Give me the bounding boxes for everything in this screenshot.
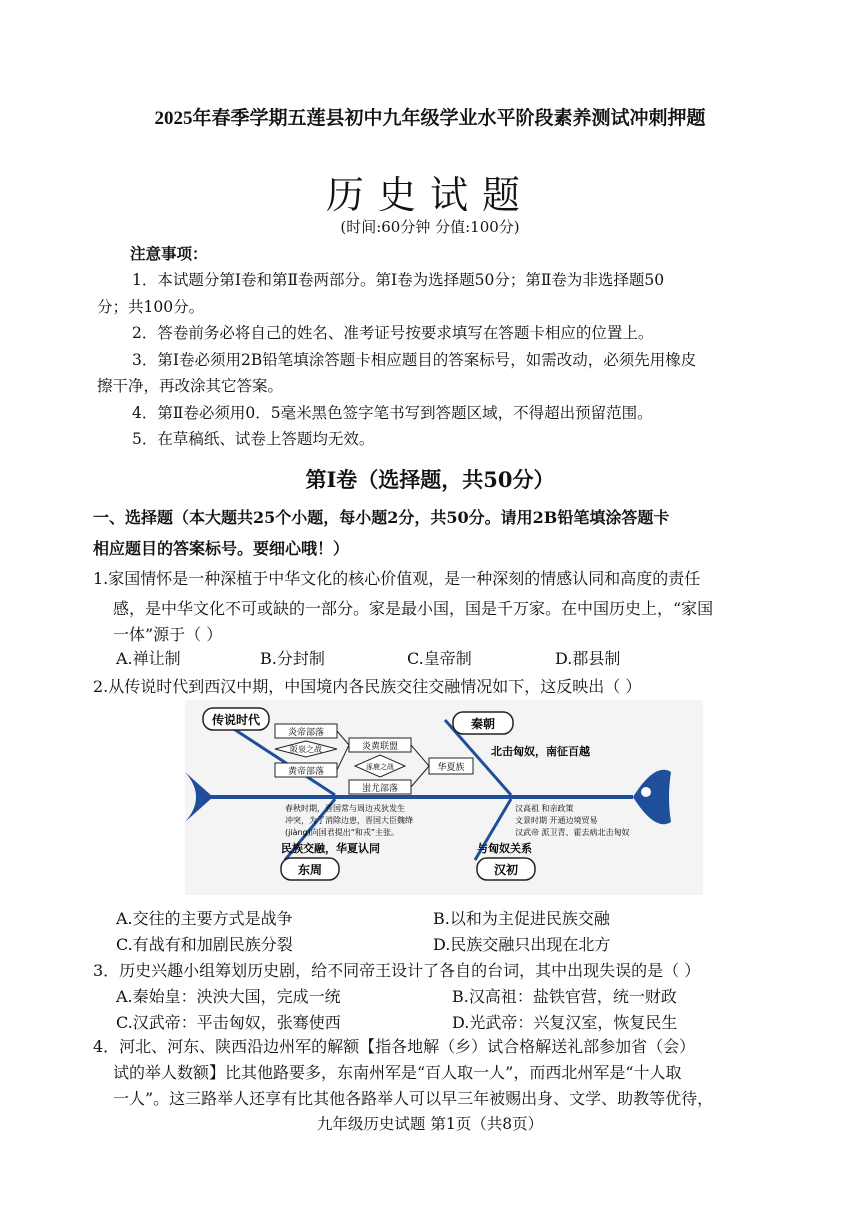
notice-line: 5．在草稿纸、试卷上答题均无效。	[132, 430, 375, 448]
xiongnu-label: 与匈奴关系	[477, 842, 532, 855]
option-b[interactable]: B.汉高祖：盐铁官营，统一财政	[452, 987, 677, 1006]
era-legend-label: 传说时代	[211, 713, 261, 727]
question-1-line: 感，是中华文化不可或缺的一部分。家是最小国，国是千万家。在中国历史上，“家国	[113, 599, 714, 618]
han-line: 汉高祖 和亲政策	[515, 804, 574, 813]
minzu-label: 民族交融，华夏认同	[281, 842, 380, 855]
huaxia-label: 华夏族	[437, 763, 465, 773]
option-c[interactable]: C.有战有和加剧民族分裂	[116, 935, 293, 954]
question-1-line: 1.家国情怀是一种深植于中华文化的核心价值观，是一种深刻的情感认同和高度的责任	[93, 569, 701, 588]
question-4-line: 试的举人数额】比其他路要多，东南州军是“百人取一人”，而西北州军是“十人取	[113, 1063, 682, 1082]
option-b[interactable]: B.以和为主促进民族交融	[433, 909, 610, 928]
exam-title: 2025年春季学期五莲县初中九年级学业水平阶段素养测试冲刺押题	[154, 108, 706, 129]
section-instruction: 相应题目的答案标号。要细心哦！）	[93, 539, 350, 558]
question-4-line: 4．河北、河东、陕西沿边州军的解额【指各地解（乡）试合格解送礼部参加省（会）	[93, 1037, 696, 1056]
notice-line: 4．第Ⅱ卷必须用0．5毫米黑色签字笔书写到答题区域，不得超出预留范围。	[132, 404, 653, 422]
zhuolu-label: 涿鹿之战	[366, 763, 394, 771]
option-a[interactable]: A.禅让制	[116, 649, 181, 668]
han-line: 文景时期 开通边境贸易	[515, 816, 598, 825]
qin-label: 秦朝	[470, 717, 496, 731]
time-score: (时间:60分钟 分值:100分)	[340, 218, 520, 236]
chunqiu-line: (jiàng)向国君提出“和戎”主张。	[285, 828, 400, 837]
section-instruction: 一、选择题（本大题共25个小题，每小题2分，共50分。请用2B铅笔填涂答题卡	[93, 508, 670, 527]
option-a[interactable]: A.秦始皇：泱泱大国，完成一统	[116, 987, 341, 1006]
option-c[interactable]: C.汉武帝：平击匈奴，张骞使西	[116, 1013, 341, 1032]
section-title: 第Ⅰ卷（选择题，共50分）	[305, 467, 555, 492]
han-line: 汉武帝 派卫青、霍去病北击匈奴	[515, 828, 630, 837]
fishbone-diagram	[185, 700, 703, 895]
dongzhou-label: 东周	[297, 863, 323, 877]
question-2-stem: 2.从传说时代到西汉中期，中国境内各民族交往交融情况如下，这反映出（ ）	[93, 677, 642, 696]
notice-heading: 注意事项：	[130, 244, 208, 263]
fish-eye	[641, 787, 651, 797]
hanchu-label: 汉初	[493, 863, 519, 877]
subject-title: 历史试题	[325, 173, 534, 217]
option-a[interactable]: A.交往的主要方式是战争	[116, 909, 293, 928]
notice-line: 2．答卷前务必将自己的姓名、准考证号按要求填写在答题卡相应的位置上。	[132, 324, 654, 342]
chunqiu-line: 冲突，为了消除边患，晋国大臣魏绛	[285, 816, 413, 825]
notice-line: 擦干净，再改涂其它答案。	[97, 377, 284, 395]
option-c[interactable]: C.皇帝制	[407, 649, 472, 668]
option-d[interactable]: D.郡县制	[555, 649, 621, 668]
notice-line: 1．本试题分第Ⅰ卷和第Ⅱ卷两部分。第Ⅰ卷为选择题50分；第Ⅱ卷为非选择题50	[132, 271, 665, 289]
banquan-label: 阪泉之战	[290, 745, 322, 754]
question-4-line: 一人”。这三路举人还享有比其他各路举人可以早三年被赐出身、文学、助教等优待，	[113, 1089, 714, 1108]
huangdi-label: 黄帝部落	[287, 767, 325, 777]
yanhuang-label: 炎黄联盟	[361, 742, 399, 752]
option-b[interactable]: B.分封制	[260, 649, 325, 668]
notice-line: 分；共100分。	[97, 298, 205, 316]
question-3-stem: 3．历史兴趣小组筹划历史剧，给不同帝王设计了各自的台词，其中出现失误的是（ ）	[93, 961, 701, 980]
notice-line: 3．第Ⅰ卷必须用2B铅笔填涂答题卡相应题目的答案标号，如需改动，必须先用橡皮	[132, 351, 697, 369]
option-d[interactable]: D.光武帝：兴复汉室，恢复民生	[452, 1013, 678, 1032]
question-1-line: 一体”源于（ ）	[113, 625, 223, 644]
page-footer: 九年级历史试题 第1页（共8页）	[316, 1115, 544, 1133]
chiyou-label: 蚩尤部落	[361, 784, 399, 794]
chunqiu-line: 春秋时期，晋国常与周边戎狄发生	[285, 804, 405, 813]
option-d[interactable]: D.民族交融只出现在北方	[433, 935, 611, 954]
qin-text: 北击匈奴，南征百越	[491, 745, 590, 758]
yandi-label: 炎帝部落	[287, 728, 325, 738]
